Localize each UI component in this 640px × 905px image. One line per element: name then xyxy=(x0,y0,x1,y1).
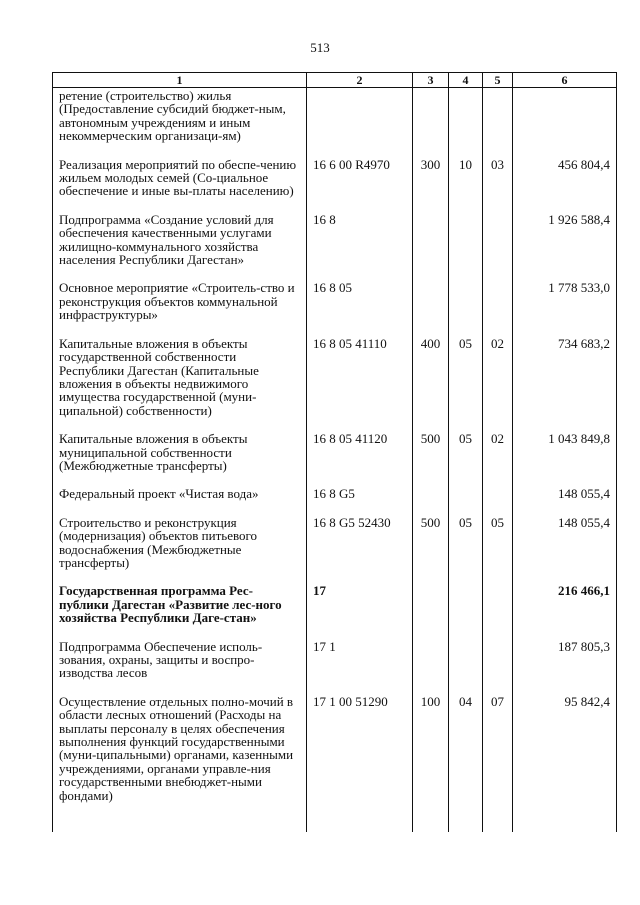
cell-col-3 xyxy=(413,640,449,695)
table-row xyxy=(53,88,617,158)
cell-code: 16 8 05 41120 xyxy=(307,432,413,487)
table-row xyxy=(53,432,617,487)
cell-col-4 xyxy=(449,487,483,515)
cell-col-4 xyxy=(449,584,483,639)
cell-code: 16 8 05 xyxy=(307,281,413,336)
table-row xyxy=(53,281,617,336)
cell-code: 16 8 05 41110 xyxy=(307,337,413,432)
cell-col-5 xyxy=(483,640,513,695)
cell-code: 16 8 xyxy=(307,213,413,282)
cell-sum: 95 842,4 xyxy=(513,695,617,832)
cell-col-3 xyxy=(413,487,449,515)
table-row xyxy=(53,337,617,432)
cell-col-3 xyxy=(413,213,449,282)
cell-col-3 xyxy=(413,281,449,336)
cell-sum: 148 055,4 xyxy=(513,487,617,515)
cell-name: Подпрограмма «Создание условий для обеспечения качественными услугами жилищно-коммунального хозяйства населения Республики Дагестан» xyxy=(53,213,307,282)
cell-name: Строительство и реконструкция (модернизация) объектов питьевого водоснабжения (Межбюджетные трансферты) xyxy=(53,516,307,585)
header-col-4: 4 xyxy=(449,73,483,88)
cell-name: Капитальные вложения в объекты муниципальной собственности (Межбюджетные трансферты) xyxy=(53,432,307,487)
cell-col-3: 500 xyxy=(413,516,449,585)
table-row xyxy=(53,640,617,695)
cell-col-4 xyxy=(449,213,483,282)
cell-col-4: 10 xyxy=(449,158,483,213)
cell-col-4: 05 xyxy=(449,337,483,432)
cell-name: Капитальные вложения в объекты государственной собственности Республики Дагестан (Капитальные вложения в объекты недвижимого имущества государственной (муни-ципальной) собственности) xyxy=(53,337,307,432)
cell-col-4 xyxy=(449,640,483,695)
cell-sum: 1 778 533,0 xyxy=(513,281,617,336)
header-col-6: 6 xyxy=(513,73,617,88)
cell-col-3 xyxy=(413,584,449,639)
cell-name: ретение (строительство) жилья (Предоставление субсидий бюджет-ным, автономным учреждениям и иным некоммерческим организаци-ям) xyxy=(53,88,307,158)
header-col-2: 2 xyxy=(307,73,413,88)
cell-col-5 xyxy=(483,88,513,158)
cell-col-5: 03 xyxy=(483,158,513,213)
cell-col-5: 05 xyxy=(483,516,513,585)
table-row xyxy=(53,213,617,282)
table-header-row xyxy=(53,73,617,88)
cell-col-3: 100 xyxy=(413,695,449,832)
cell-sum: 456 804,4 xyxy=(513,158,617,213)
cell-name: Осуществление отдельных полно-мочий в области лесных отношений (Расходы на выплаты персоналу в целях обеспечения выполнения функций государственными (муни-ципальными) органами, казенными учреждениями, органами управле-ния государственными внебюджет-ными фондами) xyxy=(53,695,307,832)
cell-col-3: 500 xyxy=(413,432,449,487)
cell-name: Подпрограмма Обеспечение исполь-зования, охраны, защиты и воспро-изводства лесов xyxy=(53,640,307,695)
cell-col-5 xyxy=(483,281,513,336)
table-body xyxy=(53,88,617,833)
budget-table xyxy=(52,72,617,832)
cell-sum: 148 055,4 xyxy=(513,516,617,585)
cell-col-4: 05 xyxy=(449,432,483,487)
cell-col-4 xyxy=(449,281,483,336)
cell-name: Основное мероприятие «Строитель-ство и реконструкция объектов коммунальной инфраструктуры» xyxy=(53,281,307,336)
cell-code: 16 6 00 R4970 xyxy=(307,158,413,213)
cell-col-5: 02 xyxy=(483,432,513,487)
cell-code: 16 8 G5 xyxy=(307,487,413,515)
page-number: 513 xyxy=(310,40,330,55)
cell-code: 16 8 G5 52430 xyxy=(307,516,413,585)
cell-name: Федеральный проект «Чистая вода» xyxy=(53,487,307,515)
cell-col-3: 300 xyxy=(413,158,449,213)
cell-name: Реализация мероприятий по обеспе-чению жильем молодых семей (Со-циальное обеспечение и иные вы-платы населению) xyxy=(53,158,307,213)
cell-sum xyxy=(513,88,617,158)
cell-code: 17 1 xyxy=(307,640,413,695)
header-col-3: 3 xyxy=(413,73,449,88)
cell-col-4 xyxy=(449,88,483,158)
table-row xyxy=(53,487,617,515)
cell-col-5 xyxy=(483,213,513,282)
table-row xyxy=(53,584,617,639)
header-col-1: 1 xyxy=(53,73,307,88)
cell-code: 17 1 00 51290 xyxy=(307,695,413,832)
cell-sum: 734 683,2 xyxy=(513,337,617,432)
cell-code xyxy=(307,88,413,158)
table-row xyxy=(53,158,617,213)
cell-col-5 xyxy=(483,584,513,639)
cell-name: Государственная программа Рес-публики Дагестан «Развитие лес-ного хозяйства Республики Даге-стан» xyxy=(53,584,307,639)
table-row xyxy=(53,516,617,585)
cell-sum: 1 926 588,4 xyxy=(513,213,617,282)
cell-col-5 xyxy=(483,487,513,515)
cell-col-3: 400 xyxy=(413,337,449,432)
cell-col-5: 02 xyxy=(483,337,513,432)
table-row xyxy=(53,695,617,832)
cell-code: 17 xyxy=(307,584,413,639)
cell-col-5: 07 xyxy=(483,695,513,832)
cell-col-4: 04 xyxy=(449,695,483,832)
cell-sum: 187 805,3 xyxy=(513,640,617,695)
cell-col-3 xyxy=(413,88,449,158)
cell-col-4: 05 xyxy=(449,516,483,585)
header-col-5: 5 xyxy=(483,73,513,88)
cell-sum: 216 466,1 xyxy=(513,584,617,639)
cell-sum: 1 043 849,8 xyxy=(513,432,617,487)
